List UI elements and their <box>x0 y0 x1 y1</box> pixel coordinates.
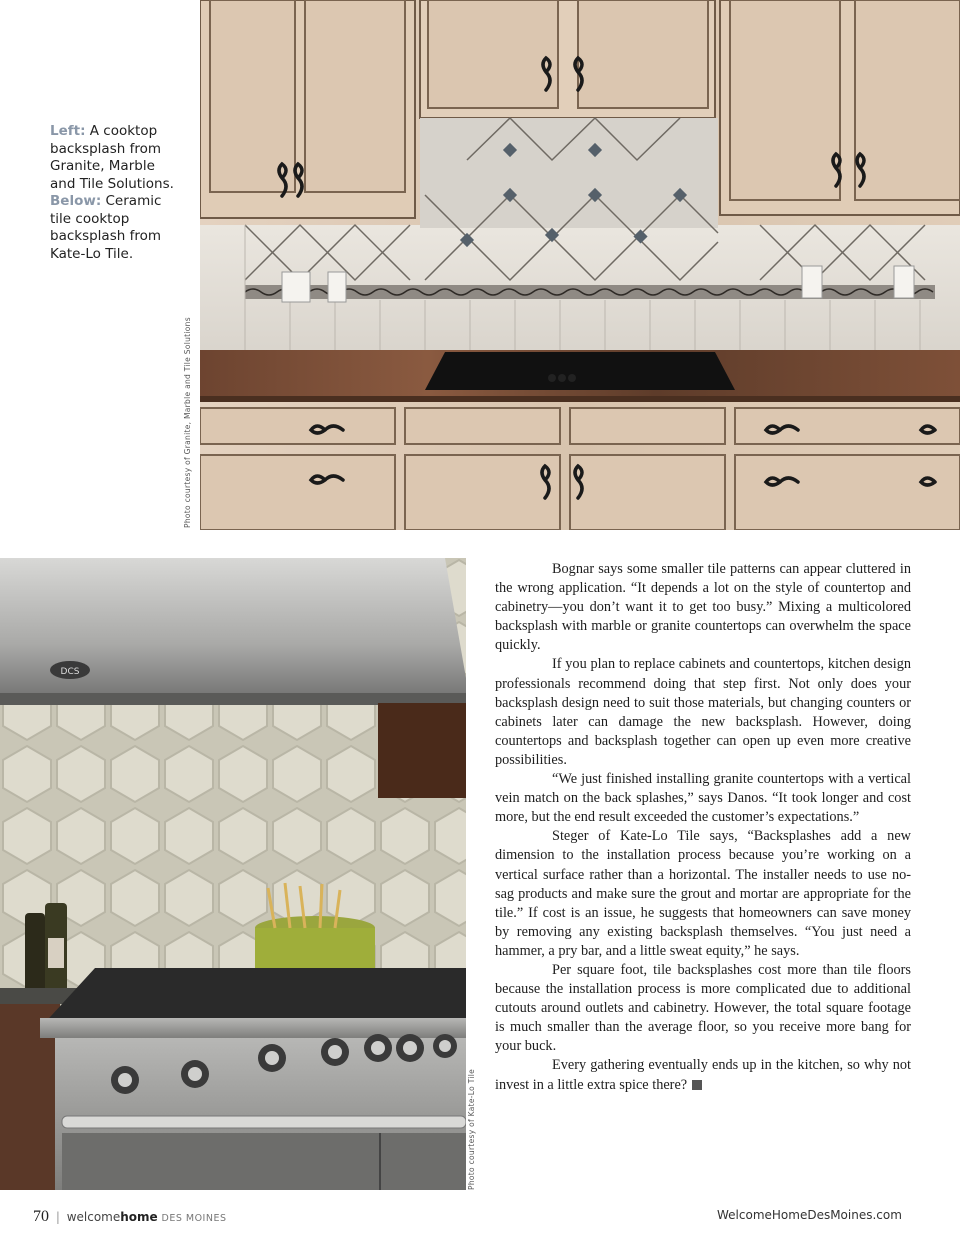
page-number: 70 <box>33 1208 49 1225</box>
hood-brand-logo: DCS <box>60 667 80 677</box>
page-footer-left <box>33 1208 227 1226</box>
cooktop-backsplash-photo <box>200 0 960 530</box>
end-of-article-mark <box>692 1080 702 1090</box>
top-photo-credit: Photo courtesy of Granite, Marble and Tile Solutions <box>183 317 192 528</box>
article-paragraph: “We just finished installing granite countertops with a vertical vein match on the back splashes,” says Danos. “It took longer and cost more, but the end result exceeded the customer’s expectations.” <box>495 771 911 826</box>
hexagon-tile-backsplash-photo <box>0 558 466 1190</box>
article-last-paragraph <box>495 1056 911 1094</box>
bottom-photo-credit: Photo courtesy of Kate-Lo Tile <box>467 1068 476 1190</box>
magazine-name-part1: welcome <box>66 1210 121 1224</box>
article-last-paragraph-text: Every gathering eventually ends up in the kitchen, so why not invest in a little extra spice there? <box>495 1057 911 1093</box>
photo-caption <box>50 123 180 263</box>
article-paragraph: Per square foot, tile backsplashes cost more than tile floors because the installation process is more complicated due to additional cutouts around outlets and cabinetry. However, the total square footage is much smaller than the average floor, so you receive more bang for your buck. <box>495 961 911 1055</box>
article-paragraph: Steger of Kate-Lo Tile says, “Backsplashes add a new dimension to the installation process because you’re working on a vertical surface rather than a horizontal. The installer needs to use no-sag products and make sure the grout and mortar are appropriate for the tile.” If cost is an issue, he suggests that homeowners can save money by removing any existing backsplash themselves. “You just need a hammer, a pry bar, and a little sweat equity,” he says. <box>495 828 911 959</box>
caption-left-lead: Left: <box>50 123 86 139</box>
article-paragraph: Bognar says some smaller tile patterns can appear cluttered in the wrong application. “It depends a lot on the style of countertop and cabinetry—you don’t want it to get too busy.” Mixing a multicolored backsplash with marble or granite countertops can overwhelm the space quickly. <box>495 561 911 654</box>
caption-below-text: Ceramic tile cooktop backsplash from Kate-Lo Tile. <box>50 193 162 262</box>
caption-below-lead: Below: <box>50 193 102 209</box>
caption-left-text: A cooktop backsplash from Granite, Marble and Tile Solutions. <box>50 123 174 192</box>
magazine-website: WelcomeHomeDesMoines.com <box>717 1208 902 1222</box>
magazine-name-part2: home <box>120 1210 158 1224</box>
footer-separator: | <box>55 1210 60 1224</box>
article-body <box>495 560 911 1095</box>
magazine-city: DES MOINES <box>161 1213 227 1224</box>
article-paragraph: If you plan to replace cabinets and countertops, kitchen design professionals recommend doing that step first. Not only does your backsplash design need to suit those materials, but changing counters or cabinets later can damage the new backsplash. However, doing countertops and backsplash together can open up even more creative possibilities. <box>495 656 911 768</box>
